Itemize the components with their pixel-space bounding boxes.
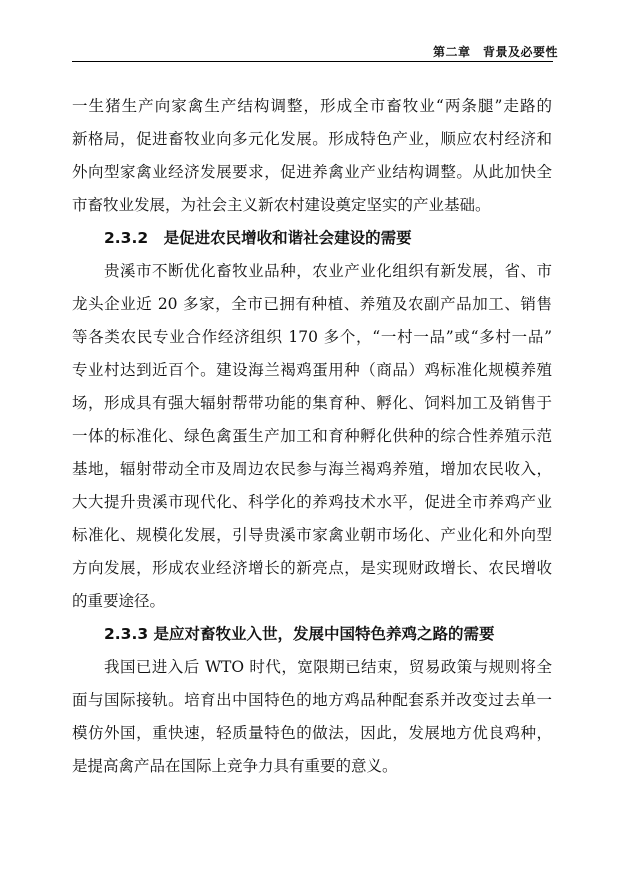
- paragraph-line: 场，形成具有强大辐射帮带功能的集育种、孵化、饲料加工及销售于: [72, 394, 552, 412]
- paragraph-line: 龙头企业近 20 多家，全市已拥有种植、养殖及农副产品加工、销售: [72, 295, 552, 313]
- paragraph-line: 外向型家禽业经济发展要求，促进养禽业产业结构调整。从此加快全: [72, 163, 552, 181]
- paragraph-line: 一生猪生产向家禽生产结构调整，形成全市畜牧业“两条腿”走路的: [72, 97, 552, 115]
- paragraph-line: 等各类农民专业合作经济组织 170 多个，“一村一品”或“多村一品”: [72, 328, 552, 346]
- running-header: 第二章 背景及必要性: [432, 45, 558, 59]
- paragraph-line: 是提高禽产品在国际上竞争力具有重要的意义。: [72, 757, 398, 775]
- paragraph-line: 的重要途径。: [72, 592, 166, 610]
- paragraph-line: 贵溪市不断优化畜牧业品种，农业产业化组织有新发展，省、市: [104, 262, 552, 280]
- paragraph-line: 我国已进入后 WTO 时代，宽限期已结束，贸易政策与规则将全: [104, 658, 552, 676]
- paragraph-line: 模仿外国，重快速，轻质量特色的做法，因此，发展地方优良鸡种，: [72, 724, 552, 742]
- paragraph-line: 标准化、规模化发展，引导贵溪市家禽业朝市场化、产业化和外向型: [72, 526, 552, 544]
- paragraph-line: 大大提升贵溪市现代化、科学化的养鸡技术水平，促进全市养鸡产业: [72, 493, 552, 511]
- section-heading-2-3-3: 2.3.3 是应对畜牧业入世，发展中国特色养鸡之路的需要: [104, 625, 495, 643]
- header-divider: [72, 61, 553, 62]
- paragraph-line: 市畜牧业发展，为社会主义新农村建设奠定坚实的产业基础。: [72, 196, 491, 214]
- paragraph-line: 面与国际接轨。培育出中国特色的地方鸡品种配套系并改变过去单一: [72, 691, 552, 709]
- paragraph-line: 基地，辐射带动全市及周边农民参与海兰褐鸡养殖，增加农民收入，: [72, 460, 552, 478]
- paragraph-line: 专业村达到近百个。建设海兰褐鸡蛋用种（商品）鸡标准化规模养殖: [72, 361, 552, 379]
- paragraph-line: 一体的标准化、绿色禽蛋生产加工和育种孵化供种的综合性养殖示范: [72, 427, 552, 445]
- paragraph-line: 方向发展，形成农业经济增长的新亮点，是实现财政增长、农民增收: [72, 559, 552, 577]
- section-heading-2-3-2: 2.3.2 是促进农民增收和谐社会建设的需要: [104, 229, 412, 247]
- paragraph-line: 新格局，促进畜牧业向多元化发展。形成特色产业，顺应农村经济和: [72, 130, 552, 148]
